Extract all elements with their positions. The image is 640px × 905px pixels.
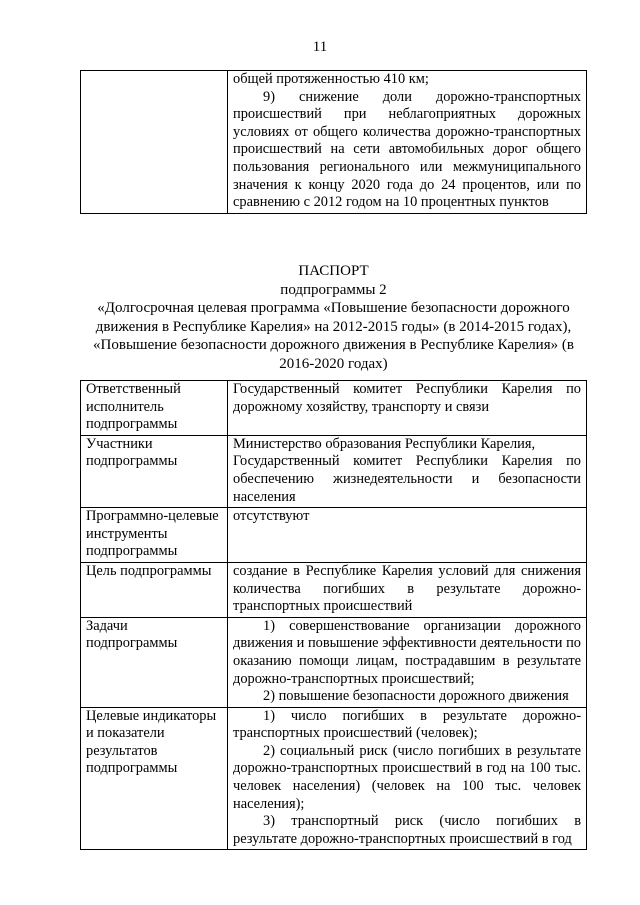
heading-line: «Долгосрочная целевая программа «Повышение безопасности дорожного [97,300,570,317]
row-label: Ответственный исполнитель подпрограммы [81,381,228,436]
paragraph: 1) число погибших в результате дорожно-транспортных происшествий (человек); [233,707,581,742]
paragraph: общей протяженностью 410 км; [233,71,429,87]
row-label: Участники подпрограммы [81,435,228,507]
table-row [81,562,587,617]
table-row [81,617,587,707]
row-content [228,435,587,507]
row-label: Задачи подпрограммы [81,617,228,707]
paragraph: 2) повышение безопасности дорожного движения [263,688,569,705]
page-number: 11 [312,39,328,55]
row-content [228,508,587,563]
paragraph: отсутствуют [233,508,310,525]
heading-line: «Повышение безопасности дорожного движения в Республике Карелия» (в [93,337,574,354]
row-label: Цель подпрограммы [81,562,228,617]
paragraph: 9) снижение доли дорожно-транспортных происшествий при неблагоприятных дорожных условиях от общего количества дорожно-транспортных происшествий на сети автомобильных дорог общего пользования регионального или межмуниципального значения к концу 2020 года до 24 процентов, или по сравнению с 2012 годом на 10 процентных пунктов [233,88,581,211]
heading-subtitle: подпрограммы 2 [280,281,387,298]
paragraph: 1) совершенствование организации дорожного движения и повышение эффективности деятельности по оказанию помощи лицам, пострадавшим в результате дорожно-транспортных происшествий; [233,617,581,687]
paragraph: Государственный комитет Республики Карелия по дорожному хозяйству, транспорту и связи [233,381,581,415]
continuation-cell [228,71,587,214]
paragraph: 2) социальный риск (число погибших в результате дорожно-транспортных происшествий в год на 100 тыс. человек населения) (человек на 100 тыс. человек населения); [233,742,581,812]
table-row [81,381,587,436]
passport-table [80,380,587,850]
table-row [81,707,587,850]
row-content [228,617,587,707]
continuation-table [80,70,587,214]
heading-line: 2016-2020 годах) [279,355,388,372]
paragraph: Министерство образования Республики Карелия, [233,435,536,452]
row-label: Целевые индикаторы и показатели результатов подпрограммы [81,707,228,850]
paragraph: 3) транспортный риск (число погибших в результате дорожно-транспортных происшествий в год [233,813,581,847]
row-content [228,562,587,617]
passport-heading [80,262,587,374]
heading-title: ПАСПОРТ [298,263,369,279]
paragraph: создание в Республике Карелия условий для снижения количества погибших в результате дорожно-транспортных происшествий [233,562,581,615]
row-label: Программно-целевые инструменты подпрограммы [81,508,228,563]
empty-label-cell [81,71,228,214]
table-row [81,435,587,507]
paragraph: Государственный комитет Республики Карелия по обеспечению жизнедеятельности и безопасности населения [233,453,581,505]
row-content [228,381,587,436]
row-content [228,707,587,850]
table-row [81,71,587,214]
table-row [81,508,587,563]
heading-line: движения в Республике Карелия» на 2012-2015 годы» (в 2014-2015 годах), [95,318,572,335]
